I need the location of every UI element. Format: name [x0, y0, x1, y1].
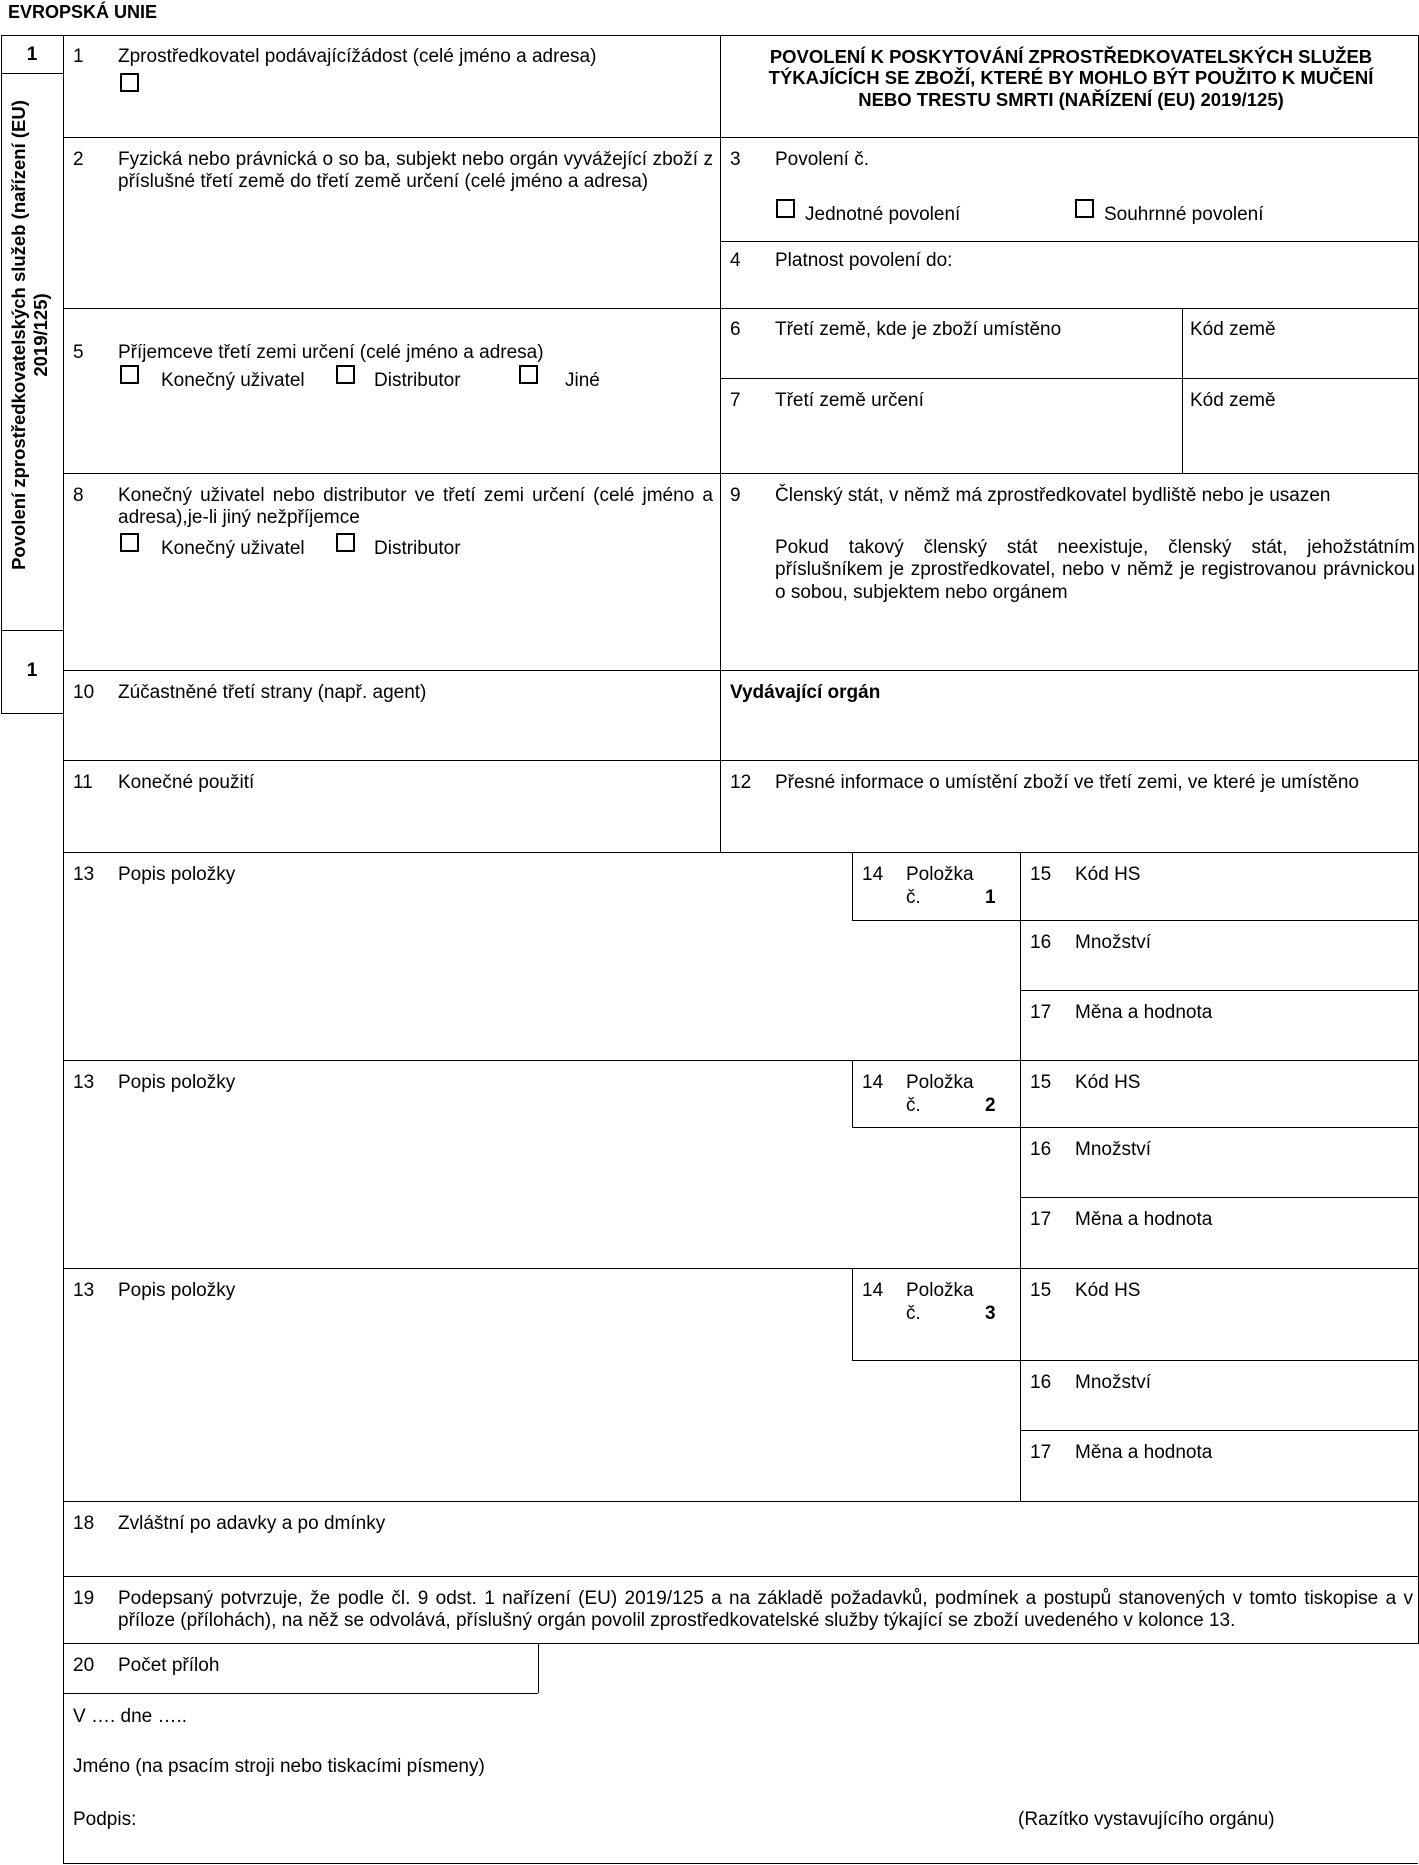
- grid-line: [63, 1643, 1419, 1644]
- box-9-number: 9: [730, 485, 741, 506]
- box-4-label: Platnost povolení do:: [775, 250, 953, 271]
- grid-line: [720, 35, 721, 852]
- box-5-number: 5: [73, 342, 84, 363]
- grid-line: [852, 1268, 853, 1360]
- box-3-label: Povolení č.: [775, 149, 869, 170]
- box-6-number: 6: [730, 319, 741, 340]
- box-7-country-code: Kód země: [1190, 390, 1276, 411]
- global-authorisation-checkbox[interactable]: [1075, 199, 1094, 218]
- item-2-qty-label: Množství: [1075, 1139, 1152, 1160]
- item-2-no-c: č.: [906, 1095, 921, 1116]
- recipient-distributor-checkbox[interactable]: [336, 365, 355, 384]
- item-2-value-number: 17: [1030, 1209, 1052, 1230]
- box-6-label: Třetí země, kde je zboží umístěno: [775, 319, 1062, 340]
- sidebar-divider: [1, 630, 63, 631]
- single-authorisation-checkbox[interactable]: [776, 199, 795, 218]
- grid-line: [63, 473, 1419, 474]
- item-1-desc-label: Popis položky: [118, 864, 236, 885]
- recipient-end-user-label: Konečný uživatel: [161, 370, 305, 391]
- grid-line: [1020, 1197, 1419, 1198]
- grid-line: [63, 1268, 1419, 1269]
- box-19-label: Podepsaný potvrzuje, že podle čl. 9 odst. 1 nařízení (EU) 2019/125 a na základě požadavků, podmínek a postupů stanovených v tomto tiskopise a v příloze (přílohách), na něž se odvolává, příslušný orgán povolil zprostředkovatelské služby týkající se zboží uvedeného v kolonce 13.: [118, 1588, 1413, 1632]
- item-1-qty-label: Množství: [1075, 932, 1152, 953]
- item-1-no-number: 14: [862, 864, 884, 885]
- box-9-label: Členský stát, v němž má zprostředkovatel bydliště nebo je usazen: [775, 485, 1331, 506]
- box-7-label: Třetí země určení: [775, 390, 924, 411]
- sidebar-vertical-title: Povolení zprostředkovatelských služeb (nařízení (EU) 2019/125): [8, 100, 52, 570]
- item-2-no-value: 2: [985, 1095, 996, 1116]
- item-1-hs-number: 15: [1030, 864, 1052, 885]
- grid-line: [63, 852, 1419, 853]
- recipient-other-label: Jiné: [565, 370, 600, 391]
- signature-line: Podpis:: [73, 1809, 137, 1830]
- grid-line: [1020, 990, 1419, 991]
- item-3-hs-label: Kód HS: [1075, 1280, 1141, 1301]
- place-date-line: V …. dne …..: [73, 1706, 188, 1727]
- grid-line: [720, 241, 1419, 242]
- grid-line: [63, 308, 1419, 309]
- box-1-checkbox[interactable]: [120, 73, 139, 92]
- box-19-number: 19: [73, 1588, 95, 1609]
- grid-line: [63, 1576, 1419, 1577]
- item-2-desc-number: 13: [73, 1072, 95, 1093]
- box-11-number: 11: [73, 772, 93, 793]
- grid-line: [720, 378, 1419, 379]
- item-1-value-number: 17: [1030, 1002, 1052, 1023]
- item-3-value-label: Měna a hodnota: [1075, 1442, 1213, 1463]
- grid-line: [63, 137, 1419, 138]
- issuing-authority-label: Vydávající orgán: [730, 682, 881, 703]
- box-3-number: 3: [730, 149, 741, 170]
- item-3-no-value: 3: [985, 1303, 996, 1324]
- item-1-no-label: Položka: [906, 864, 974, 885]
- box-12-number: 12: [730, 772, 752, 793]
- form-main-title: POVOLENÍ K POSKYTOVÁNÍ ZPROSTŘEDKOVATELSKÝCH SLUŽEB TÝKAJÍCÍCH SE ZBOŽÍ, KTERÉ BY MOHLO BÝT POUŽITO K MUČENÍ NEBO TRESTU SMRTI (NAŘÍZENÍ (EU) 2019/125): [768, 46, 1374, 110]
- sidebar-top-number: 1: [26, 44, 38, 65]
- end-user-label: Konečný uživatel: [161, 538, 305, 559]
- item-1-no-c: č.: [906, 887, 921, 908]
- item-3-hs-number: 15: [1030, 1280, 1052, 1301]
- item-3-qty-number: 16: [1030, 1372, 1052, 1393]
- box-8-number: 8: [73, 485, 84, 506]
- grid-line: [852, 1060, 853, 1127]
- recipient-distributor-label: Distributor: [374, 370, 461, 391]
- box-20-number: 20: [73, 1655, 95, 1676]
- grid-line: [852, 852, 853, 920]
- single-authorisation-label: Jednotné povolení: [805, 204, 961, 225]
- box-1-label: Zprostředkovatel podávajícížádost (celé jméno a adresa): [118, 46, 597, 67]
- item-3-no-c: č.: [906, 1303, 921, 1324]
- item-1-value-label: Měna a hodnota: [1075, 1002, 1213, 1023]
- item-3-desc-label: Popis položky: [118, 1280, 236, 1301]
- box-10-number: 10: [73, 682, 95, 703]
- box-2-label: Fyzická nebo právnická o so ba, subjekt nebo orgán vyvážející zboží z příslušné třetí země do třetí země určení (celé jméno a adresa): [118, 149, 713, 193]
- item-3-no-number: 14: [862, 1280, 884, 1301]
- item-1-no-value: 1: [985, 887, 996, 908]
- box-7-number: 7: [730, 390, 741, 411]
- item-2-desc-label: Popis položky: [118, 1072, 236, 1093]
- grid-line: [852, 1127, 1419, 1128]
- end-user-checkbox[interactable]: [120, 533, 139, 552]
- grid-line: [852, 1360, 1419, 1361]
- grid-line: [63, 670, 1419, 671]
- box-12-label: Přesné informace o umístění zboží ve třetí zemi, ve které je umístěno: [775, 772, 1359, 793]
- item-1-qty-number: 16: [1030, 932, 1052, 953]
- item-2-hs-number: 15: [1030, 1072, 1052, 1093]
- item-2-value-label: Měna a hodnota: [1075, 1209, 1213, 1230]
- item-2-qty-number: 16: [1030, 1139, 1052, 1160]
- recipient-other-checkbox[interactable]: [519, 365, 538, 384]
- stamp-label: (Razítko vystavujícího orgánu): [1018, 1809, 1275, 1830]
- grid-line: [63, 1501, 1419, 1502]
- item-2-no-number: 14: [862, 1072, 884, 1093]
- item-1-hs-label: Kód HS: [1075, 864, 1141, 885]
- global-authorisation-label: Souhrnné povolení: [1104, 204, 1264, 225]
- box-9-note: Pokud takový členský stát neexistuje, členský stát, jehožstátním příslušníkem je zprostředkovatel, nebo v němž je registrovanou právnickou o sobou, subjektem nebo orgánem: [775, 537, 1415, 603]
- distributor-label: Distributor: [374, 538, 461, 559]
- item-3-no-label: Položka: [906, 1280, 974, 1301]
- eu-title: EVROPSKÁ UNIE: [8, 2, 158, 22]
- item-2-hs-label: Kód HS: [1075, 1072, 1141, 1093]
- sidebar-bottom-number: 1: [26, 660, 38, 681]
- box-5-label: Příjemceve třetí zemi určení (celé jméno a adresa): [118, 342, 544, 363]
- grid-line: [1020, 1430, 1419, 1431]
- item-3-qty-label: Množství: [1075, 1372, 1152, 1393]
- grid-line: [1182, 308, 1183, 473]
- box-11-label: Konečné použití: [118, 772, 255, 793]
- distributor-checkbox[interactable]: [336, 533, 355, 552]
- name-line: Jméno (na psacím stroji nebo tiskacími písmeny): [73, 1756, 485, 1777]
- grid-line: [538, 1643, 539, 1693]
- grid-line: [1020, 852, 1021, 1501]
- box-4-number: 4: [730, 250, 741, 271]
- box-18-label: Zvláštní po adavky a po dmínky: [118, 1513, 386, 1534]
- grid-line: [852, 920, 1419, 921]
- item-1-desc-number: 13: [73, 864, 95, 885]
- recipient-end-user-checkbox[interactable]: [120, 365, 139, 384]
- grid-line: [63, 1060, 1419, 1061]
- box-1-number: 1: [73, 46, 84, 67]
- grid-line: [63, 1693, 538, 1694]
- box-6-country-code: Kód země: [1190, 319, 1276, 340]
- item-3-desc-number: 13: [73, 1280, 95, 1301]
- box-2-number: 2: [73, 149, 84, 170]
- grid-line: [63, 760, 1419, 761]
- item-3-value-number: 17: [1030, 1442, 1052, 1463]
- box-8-label: Konečný uživatel nebo distributor ve třetí zemi určení (celé jméno a adresa),je-li jiný nežpříjemce: [118, 485, 713, 529]
- box-10-label: Zúčastněné třetí strany (např. agent): [118, 682, 427, 703]
- sidebar-divider: [1, 73, 63, 74]
- box-18-number: 18: [73, 1513, 95, 1534]
- item-2-no-label: Položka: [906, 1072, 974, 1093]
- box-20-label: Počet příloh: [118, 1655, 220, 1676]
